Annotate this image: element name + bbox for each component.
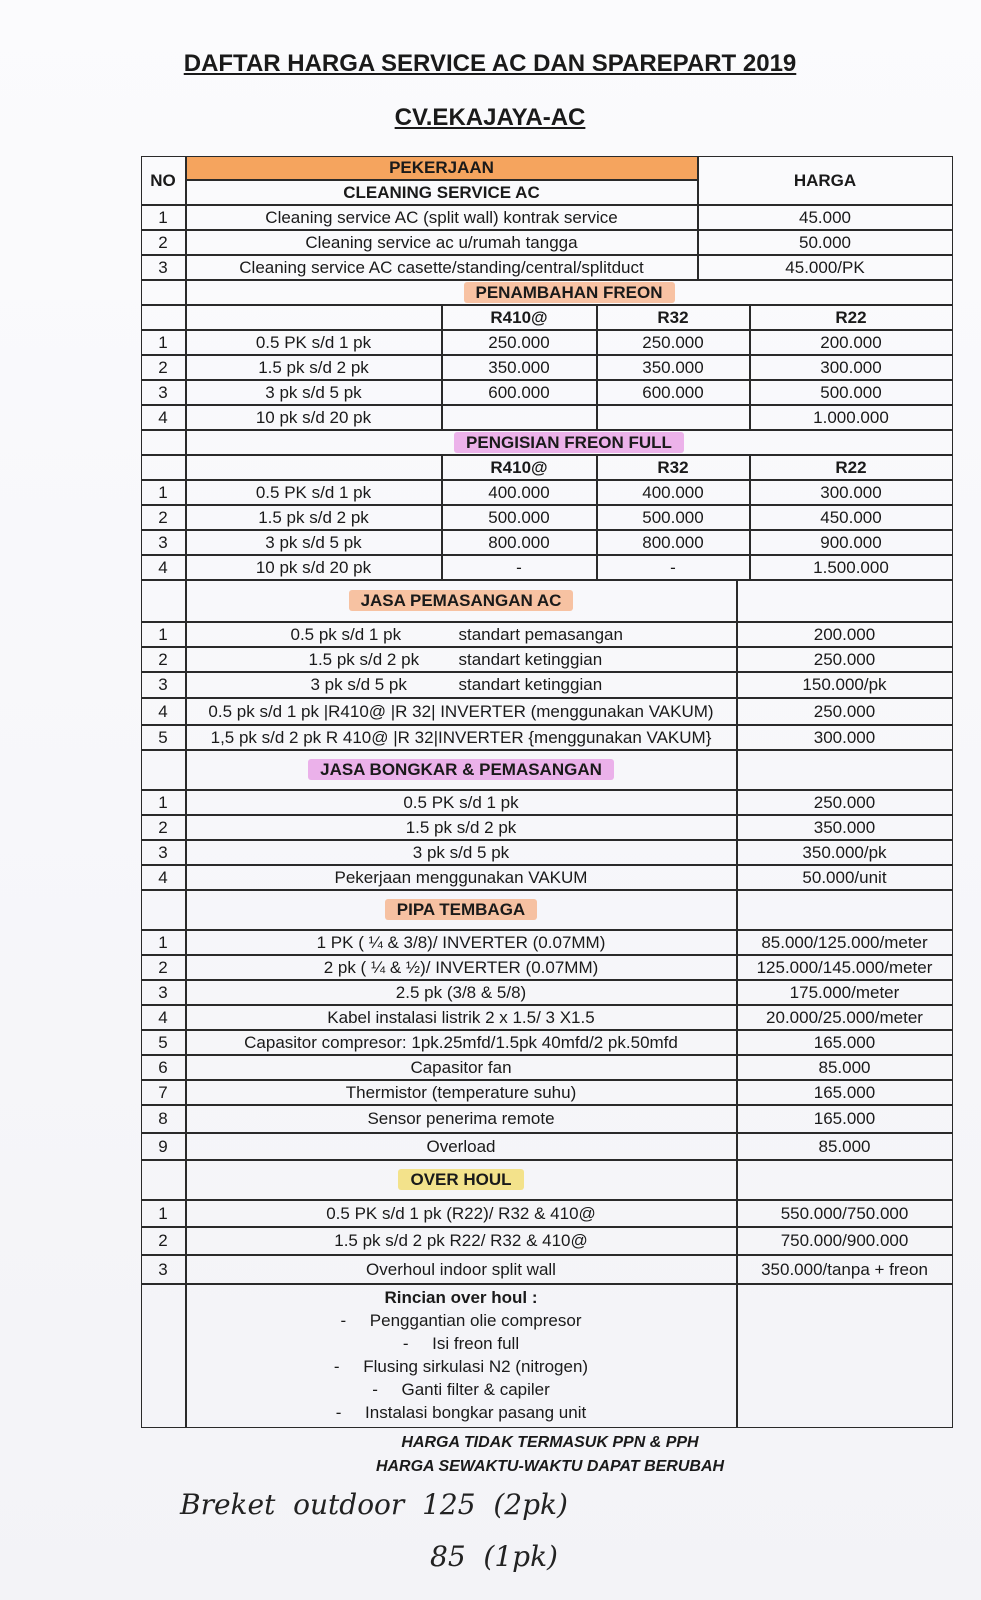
pengisian-freon-row-desc: [186, 530, 442, 555]
rincian-item: - Instalasi bongkar pasang unit: [335, 1402, 587, 1422]
pengisian-freon-row-r32: [597, 505, 750, 530]
bongkar-row-price-text: 250.000: [813, 792, 876, 812]
pengisian-freon-row-r22-text: 1.500.000: [813, 557, 889, 577]
document-title: DAFTAR HARGA SERVICE AC DAN SPAREPART 2019: [183, 50, 797, 77]
penambahan-freon-row-r410: [442, 405, 597, 430]
pemasangan-row-desc: [186, 672, 737, 698]
pipa-row-desc: [186, 930, 737, 955]
cleaning-section-header-text: CLEANING SERVICE AC: [343, 182, 540, 202]
rincian-item: - Ganti filter & capiler: [372, 1379, 550, 1399]
penambahan-freon-row-r32: [597, 405, 750, 430]
pipa-row-no: [141, 1133, 186, 1160]
pipa-row-no: [141, 1105, 186, 1133]
pipa-row-desc: [186, 1055, 737, 1080]
penambahan-freon-row-no-text: 2: [158, 357, 168, 377]
penambahan-freon-row-r32: [597, 355, 750, 380]
cleaning-section-header: [186, 180, 698, 205]
pipa-row-price-text: 20.000/25.000/meter: [766, 1007, 923, 1027]
pemasangan-row-desc-text: 1,5 pk s/d 2 pk R 410@ |R 32|INVERTER {menggunakan VAKUM}: [210, 727, 712, 747]
pengisian-freon-row-r22-text: 450.000: [820, 507, 882, 527]
bongkar-row-price: [737, 840, 953, 865]
bongkar-row-no: [141, 815, 186, 840]
penambahan-freon-row-desc-text: 1.5 pk s/d 2 pk: [258, 357, 369, 377]
bongkar-row-price: [737, 790, 953, 815]
pipa-row-no-text: 6: [158, 1057, 168, 1077]
pipa-row-price-text: 85.000: [818, 1057, 871, 1077]
pengisian-freon-col-r410-text: R410@: [490, 457, 548, 477]
pengisian-freon-cols-no: [141, 455, 186, 480]
pipa-title-no: [141, 890, 186, 930]
pipa-row-desc-text: Capasitor compresor: 1pk.25mfd/1.5pk 40mfd/2 pk.50mfd: [244, 1032, 678, 1052]
pengisian-freon-row-r22: [750, 530, 953, 555]
bongkar-row-price: [737, 815, 953, 840]
pemasangan-row-size: 0.5 pk s/d 1 pk: [290, 624, 402, 644]
pengisian-freon-row-r410-text: 500.000: [488, 507, 550, 527]
pengisian-freon-col-r32: [597, 455, 750, 480]
overhoul-row-no-text: 2: [158, 1231, 168, 1250]
cleaning-row-no: [141, 205, 186, 230]
overhoul-row-no: [141, 1200, 186, 1227]
pipa-row-price: [737, 1005, 953, 1030]
cleaning-row-no: [141, 255, 186, 280]
penambahan-freon-col-r410-text: R410@: [490, 307, 548, 327]
penambahan-freon-title: [186, 280, 953, 305]
penambahan-freon-row-r410: [442, 330, 597, 355]
overhoul-row-desc-text: 1.5 pk s/d 2 pk R22/ R32 & 410@: [334, 1231, 588, 1250]
penambahan-freon-col-r32: [597, 305, 750, 330]
pipa-row-price-text: 85.000: [818, 1136, 871, 1156]
bongkar-row-no: [141, 865, 186, 890]
pemasangan-row-no-text: 1: [158, 624, 168, 644]
no-header: [141, 156, 186, 205]
pemasangan-row-desc: [186, 725, 737, 750]
cleaning-row-desc-text: Cleaning service AC casette/standing/central/splitduct: [239, 257, 644, 277]
pengisian-freon-row-r410-text: 400.000: [488, 482, 550, 502]
pengisian-freon-row-r22: [750, 480, 953, 505]
pipa-row-price-text: 165.000: [813, 1109, 876, 1128]
bongkar-row-price: [737, 865, 953, 890]
penambahan-freon-row-desc: [186, 380, 442, 405]
penambahan-freon-row-r22: [750, 380, 953, 405]
cleaning-row-price-text: 50.000: [799, 232, 851, 252]
overhoul-row-desc-text: 0.5 PK s/d 1 pk (R22)/ R32 & 410@: [326, 1203, 596, 1223]
pipa-row-price: [737, 1105, 953, 1133]
pemasangan-title-text: JASA PEMASANGAN AC: [349, 590, 574, 611]
penambahan-freon-title-text: PENAMBAHAN FREON: [464, 282, 675, 303]
pipa-row-price-text: 85.000/125.000/meter: [761, 932, 928, 952]
penambahan-freon-row-desc-text: 0.5 PK s/d 1 pk: [255, 332, 372, 352]
cleaning-row-no-text: 2: [158, 232, 168, 252]
pengisian-freon-col-r22: [750, 455, 953, 480]
pemasangan-row-size: 1.5 pk s/d 2 pk: [308, 649, 420, 669]
pengisian-freon-row-no-text: 4: [158, 557, 168, 577]
pipa-row-no-text: 1: [158, 932, 168, 952]
cleaning-row-price-text: 45.000/PK: [785, 257, 865, 277]
pengisian-freon-row-desc: [186, 555, 442, 580]
pipa-title: [186, 890, 737, 930]
bongkar-title-no: [141, 750, 186, 790]
overhoul-title-price: [737, 1160, 953, 1200]
pengisian-freon-title: [186, 430, 953, 455]
pengisian-freon-col-r32-text: R32: [657, 457, 689, 477]
penambahan-freon-row-r22: [750, 330, 953, 355]
overhoul-row-price: [737, 1200, 953, 1227]
pemasangan-row-no: [141, 698, 186, 725]
pengisian-freon-row-r410: [442, 530, 597, 555]
penambahan-freon-row-no-text: 1: [158, 332, 168, 352]
pemasangan-row-price: [737, 698, 953, 725]
pipa-row-desc: [186, 1030, 737, 1055]
pemasangan-row-desc-text: 0.5 pk s/d 1 pk |R410@ |R 32| INVERTER (menggunakan VAKUM): [208, 701, 714, 721]
bongkar-row-no-text: 4: [158, 867, 168, 887]
pipa-row-desc-text: Kabel instalasi listrik 2 x 1.5/ 3 X1.5: [327, 1007, 595, 1027]
pengisian-freon-row-desc-text: 0.5 PK s/d 1 pk: [255, 482, 372, 502]
pengisian-freon-row-r410: [442, 480, 597, 505]
bongkar-row-no-text: 1: [158, 792, 168, 812]
rincian-item: - Penggantian olie compresor: [340, 1310, 582, 1330]
pipa-row-no-text: 8: [158, 1109, 168, 1128]
pipa-row-no-text: 9: [158, 1136, 168, 1156]
pengisian-freon-row-r410: [442, 505, 597, 530]
pemasangan-row-no-text: 4: [158, 701, 168, 721]
pipa-title-text: PIPA TEMBAGA: [385, 899, 537, 920]
pengisian-freon-col-r410: [442, 455, 597, 480]
cleaning-row-price-text: 45.000: [799, 207, 851, 227]
pemasangan-row-note: standart ketinggian: [458, 675, 603, 694]
pipa-row-no-text: 5: [158, 1032, 168, 1052]
pemasangan-title: [186, 580, 737, 622]
pengisian-freon-row-desc-text: 3 pk s/d 5 pk: [265, 532, 362, 552]
overhoul-title-text: OVER HOUL: [398, 1169, 523, 1190]
bongkar-row-price-text: 350.000: [813, 817, 876, 837]
pipa-row-price: [737, 955, 953, 980]
penambahan-freon-row-r22-text: 500.000: [820, 382, 882, 402]
pengisian-freon-row-desc: [186, 505, 442, 530]
penambahan-freon-row-r32-text: 600.000: [642, 382, 704, 402]
pengisian-freon-row-r22-text: 900.000: [820, 532, 882, 552]
penambahan-freon-cols-desc: [186, 305, 442, 330]
pipa-row-desc: [186, 1005, 737, 1030]
overhoul-row-price: [737, 1255, 953, 1284]
pipa-row-desc: [186, 1105, 737, 1133]
pengisian-freon-row-r32: [597, 480, 750, 505]
pengisian-freon-row-r22: [750, 555, 953, 580]
rincian-block: [186, 1284, 737, 1428]
pengisian-freon-row-desc-text: 10 pk s/d 20 pk: [255, 557, 372, 577]
penambahan-freon-row-no: [141, 330, 186, 355]
pipa-row-price: [737, 980, 953, 1005]
pipa-row-price: [737, 1133, 953, 1160]
pemasangan-row-desc: [186, 622, 737, 647]
pipa-row-no: [141, 980, 186, 1005]
penambahan-freon-col-r410: [442, 305, 597, 330]
bongkar-row-no: [141, 840, 186, 865]
penambahan-freon-row-desc-text: 3 pk s/d 5 pk: [265, 382, 362, 402]
penambahan-freon-row-no-text: 3: [158, 382, 168, 402]
handwritten-note-line2: 85 (1pk): [430, 1540, 558, 1573]
bongkar-row-price-text: 50.000/unit: [802, 867, 887, 887]
pipa-row-desc-text: 1 PK ( ¼ & 3/8)/ INVERTER (0.07MM): [316, 932, 606, 952]
penambahan-freon-col-r32-text: R32: [657, 307, 689, 327]
footer-note-change: HARGA SEWAKTU-WAKTU DAPAT BERUBAH: [375, 1458, 725, 1475]
penambahan-freon-row-r410: [442, 380, 597, 405]
pemasangan-row-note: standart pemasangan: [458, 624, 623, 644]
pemasangan-row-no: [141, 622, 186, 647]
pengisian-freon-row-no-text: 3: [158, 532, 168, 552]
pengisian-freon-row-no: [141, 530, 186, 555]
penambahan-freon-row-r22: [750, 405, 953, 430]
overhoul-row-price-text: 750.000/900.000: [780, 1231, 909, 1250]
pengisian-freon-row-r22-text: 300.000: [820, 482, 882, 502]
pengisian-freon-row-no-text: 2: [158, 507, 168, 527]
bongkar-row-desc-text: Pekerjaan menggunakan VAKUM: [334, 867, 588, 887]
pipa-row-no: [141, 1055, 186, 1080]
pipa-row-desc-text: Sensor penerima remote: [367, 1109, 555, 1128]
pipa-row-desc-text: 2 pk ( ¼ & ½)/ INVERTER (0.07MM): [323, 957, 599, 977]
cleaning-row-desc: [186, 205, 698, 230]
pekerjaan-header-text: PEKERJAAN: [389, 158, 494, 177]
penambahan-freon-row-desc: [186, 405, 442, 430]
penambahan-freon-row-no: [141, 405, 186, 430]
bongkar-row-desc-text: 1.5 pk s/d 2 pk: [405, 817, 517, 837]
pemasangan-row-price: [737, 622, 953, 647]
pipa-row-no: [141, 1005, 186, 1030]
pemasangan-row-no-text: 3: [158, 675, 168, 694]
pipa-title-price: [737, 890, 953, 930]
pipa-row-desc: [186, 980, 737, 1005]
overhoul-row-desc-text: Overhoul indoor split wall: [366, 1259, 556, 1279]
no-header-text: NO: [150, 170, 176, 190]
bongkar-row-no: [141, 790, 186, 815]
bongkar-row-no-text: 2: [158, 817, 168, 837]
rincian-item: - Isi freon full: [402, 1333, 520, 1353]
cleaning-row-desc-text: Cleaning service ac u/rumah tangga: [305, 232, 578, 252]
cleaning-row-desc: [186, 230, 698, 255]
pengisian-freon-row-no: [141, 480, 186, 505]
overhoul-row-no: [141, 1227, 186, 1255]
pemasangan-row-no-text: 5: [158, 727, 168, 747]
pengisian-freon-row-r32-text: -: [670, 557, 676, 577]
penambahan-freon-row-no: [141, 355, 186, 380]
price-table: [141, 156, 953, 1456]
penambahan-freon-row-r410-text: 600.000: [488, 382, 550, 402]
pipa-row-desc-text: Capasitor fan: [410, 1057, 512, 1077]
cleaning-row-price: [698, 205, 953, 230]
overhoul-row-desc: [186, 1227, 737, 1255]
penambahan-freon-row-r32: [597, 380, 750, 405]
penambahan-freon-row-r410-text: 250.000: [488, 332, 550, 352]
overhoul-row-no-text: 3: [158, 1259, 168, 1279]
pemasangan-row-size: 3 pk s/d 5 pk: [310, 675, 407, 694]
overhoul-row-desc: [186, 1255, 737, 1284]
harga-header-text: HARGA: [793, 170, 857, 190]
pipa-row-desc-text: Overload: [426, 1136, 496, 1156]
pipa-row-price: [737, 1055, 953, 1080]
penambahan-freon-row-r410-text: 350.000: [488, 357, 550, 377]
pemasangan-row-price-text: 300.000: [813, 727, 876, 747]
pemasangan-title-price: [737, 580, 953, 622]
pemasangan-row-note: standart ketinggian: [458, 649, 603, 669]
penambahan-freon-row-r32-text: 350.000: [642, 357, 704, 377]
handwritten-note-line1: Breket outdoor 125 (2pk): [180, 1488, 568, 1521]
penambahan-freon-title-no: [141, 280, 186, 305]
cleaning-row-price: [698, 230, 953, 255]
penambahan-freon-cols-no: [141, 305, 186, 330]
bongkar-row-desc-text: 3 pk s/d 5 pk: [412, 842, 510, 862]
pemasangan-row-no-text: 2: [158, 649, 168, 669]
pengisian-freon-row-no-text: 1: [158, 482, 168, 502]
footer-note-tax: HARGA TIDAK TERMASUK PPN & PPH: [401, 1434, 699, 1451]
pipa-row-no: [141, 1080, 186, 1105]
bongkar-title-text: JASA BONGKAR & PEMASANGAN: [308, 759, 614, 780]
pengisian-freon-cols-desc: [186, 455, 442, 480]
pemasangan-row-desc: [186, 647, 737, 672]
overhoul-title: [186, 1160, 737, 1200]
pipa-row-no: [141, 1030, 186, 1055]
penambahan-freon-row-desc: [186, 355, 442, 380]
pipa-row-price: [737, 1080, 953, 1105]
pengisian-freon-row-r32-text: 500.000: [642, 507, 704, 527]
pipa-row-no: [141, 955, 186, 980]
pipa-row-price-text: 125.000/145.000/meter: [756, 957, 933, 977]
pekerjaan-header: [186, 156, 698, 180]
cleaning-row-price: [698, 255, 953, 280]
pemasangan-title-no: [141, 580, 186, 622]
pemasangan-row-price-text: 150.000/pk: [802, 675, 887, 694]
bongkar-row-desc: [186, 840, 737, 865]
pipa-row-price-text: 165.000: [813, 1082, 876, 1102]
overhoul-row-no-text: 1: [158, 1203, 168, 1223]
penambahan-freon-row-r32-text: 250.000: [642, 332, 704, 352]
pipa-row-price-text: 175.000/meter: [789, 982, 900, 1002]
pengisian-freon-row-desc: [186, 480, 442, 505]
pipa-row-no-text: 3: [158, 982, 168, 1002]
penambahan-freon-row-no: [141, 380, 186, 405]
penambahan-freon-row-r22-text: 1.000.000: [813, 407, 889, 427]
overhoul-row-price-text: 350.000/tanpa + freon: [761, 1259, 928, 1279]
pemasangan-row-price-text: 250.000: [813, 649, 876, 669]
cleaning-row-no-text: 3: [158, 257, 168, 277]
penambahan-freon-row-r410: [442, 355, 597, 380]
rincian-price: [737, 1284, 953, 1428]
bongkar-title-price: [737, 750, 953, 790]
pengisian-freon-row-r410-text: -: [516, 557, 522, 577]
overhoul-title-no: [141, 1160, 186, 1200]
pengisian-freon-col-r22-text: R22: [835, 457, 867, 477]
penambahan-freon-row-r22: [750, 355, 953, 380]
overhoul-row-price-text: 550.000/750.000: [780, 1203, 909, 1223]
pengisian-freon-title-text: PENGISIAN FREON FULL: [454, 432, 684, 453]
company-name: CV.EKAJAYA-AC: [394, 104, 586, 131]
pemasangan-row-desc: [186, 698, 737, 725]
bongkar-row-price-text: 350.000/pk: [802, 842, 887, 862]
pengisian-freon-row-r32-text: 400.000: [642, 482, 704, 502]
pengisian-freon-row-r22: [750, 505, 953, 530]
cleaning-row-desc: [186, 255, 698, 280]
pengisian-freon-row-desc-text: 1.5 pk s/d 2 pk: [258, 507, 369, 527]
pipa-row-no-text: 7: [158, 1082, 168, 1102]
pemasangan-row-no: [141, 725, 186, 750]
pengisian-freon-row-no: [141, 505, 186, 530]
pipa-row-desc: [186, 1133, 737, 1160]
pemasangan-row-price: [737, 725, 953, 750]
pipa-row-no-text: 4: [158, 1007, 168, 1027]
cleaning-row-no-text: 1: [158, 207, 168, 227]
pemasangan-row-price-text: 200.000: [813, 624, 876, 644]
overhoul-row-price: [737, 1227, 953, 1255]
pipa-row-desc-text: 2.5 pk (3/8 & 5/8): [395, 982, 527, 1002]
pipa-row-price: [737, 1030, 953, 1055]
bongkar-row-desc: [186, 865, 737, 890]
pipa-row-desc-text: Thermistor (temperature suhu): [345, 1082, 577, 1102]
penambahan-freon-col-r22-text: R22: [835, 307, 867, 327]
bongkar-row-no-text: 3: [158, 842, 168, 862]
bongkar-row-desc: [186, 815, 737, 840]
penambahan-freon-row-desc: [186, 330, 442, 355]
cleaning-row-desc-text: Cleaning service AC (split wall) kontrak service: [265, 207, 618, 227]
pipa-row-price: [737, 930, 953, 955]
pipa-row-no: [141, 930, 186, 955]
pemasangan-row-price: [737, 672, 953, 698]
rincian-title: Rincian over houl :: [384, 1287, 538, 1307]
pemasangan-row-no: [141, 672, 186, 698]
bongkar-row-desc-text: 0.5 PK s/d 1 pk: [403, 792, 519, 812]
penambahan-freon-row-r32: [597, 330, 750, 355]
pengisian-freon-row-r410-text: 800.000: [488, 532, 550, 552]
pipa-row-desc: [186, 955, 737, 980]
pengisian-freon-row-no: [141, 555, 186, 580]
rincian-no: [141, 1284, 186, 1428]
pipa-row-desc: [186, 1080, 737, 1105]
penambahan-freon-row-desc-text: 10 pk s/d 20 pk: [255, 407, 372, 427]
pipa-row-price-text: 165.000: [813, 1032, 876, 1052]
bongkar-row-desc: [186, 790, 737, 815]
penambahan-freon-row-r22-text: 200.000: [820, 332, 882, 352]
bongkar-title: [186, 750, 737, 790]
harga-header: [698, 156, 953, 205]
pengisian-freon-row-r32: [597, 530, 750, 555]
penambahan-freon-row-no-text: 4: [158, 407, 168, 427]
cleaning-row-no: [141, 230, 186, 255]
penambahan-freon-col-r22: [750, 305, 953, 330]
penambahan-freon-row-r22-text: 300.000: [820, 357, 882, 377]
rincian-item: - Flusing sirkulasi N2 (nitrogen): [333, 1356, 589, 1376]
pipa-row-no-text: 2: [158, 957, 168, 977]
pengisian-freon-title-no: [141, 430, 186, 455]
pengisian-freon-row-r32-text: 800.000: [642, 532, 704, 552]
pengisian-freon-row-r32: [597, 555, 750, 580]
overhoul-row-desc: [186, 1200, 737, 1227]
pemasangan-row-price-text: 250.000: [813, 701, 876, 721]
pemasangan-row-price: [737, 647, 953, 672]
pemasangan-row-no: [141, 647, 186, 672]
pengisian-freon-row-r410: [442, 555, 597, 580]
overhoul-row-no: [141, 1255, 186, 1284]
